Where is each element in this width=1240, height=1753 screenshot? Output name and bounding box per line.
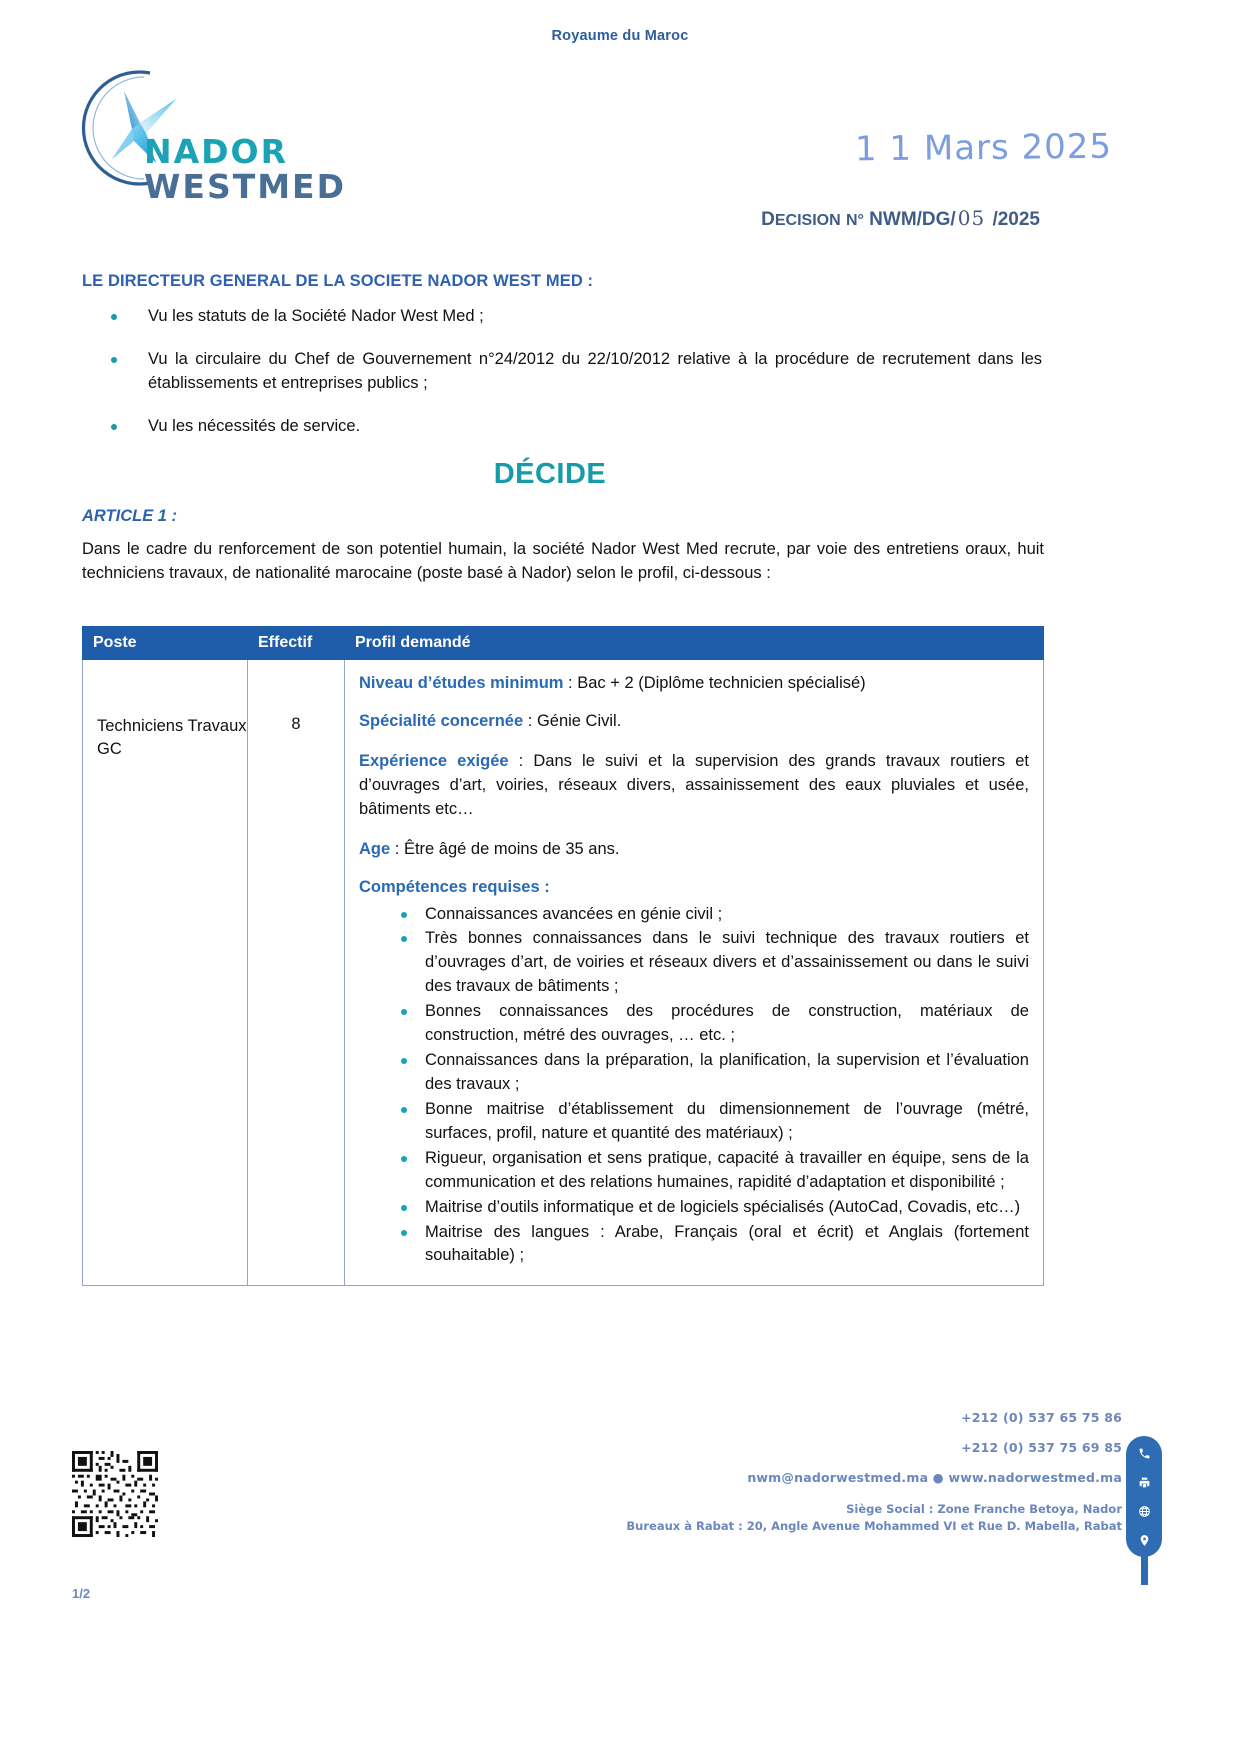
profile-table: [82, 626, 1044, 1286]
logo-text-nador: NADOR: [144, 132, 289, 171]
field-value: Génie Civil.: [536, 711, 622, 730]
footer-accent-bar: [1141, 1551, 1148, 1585]
footer-address-2: Bureaux à Rabat : 20, Angle Avenue Mohammed VI et Rue D. Mabella, Rabat: [626, 1518, 1122, 1533]
company-logo: [72, 55, 372, 206]
globe-icon: [1134, 1501, 1154, 1521]
decision-year: /2025: [992, 209, 1040, 230]
list-item: Bonne maitrise d’établissement du dimensionnement de l’ouvrage (métré, surfaces, profil, nature et quantité des matériaux) ;: [397, 1098, 1029, 1146]
phone-icon: [1134, 1443, 1154, 1463]
list-item: Vu les statuts de la Société Nador West Med ;: [82, 305, 1042, 329]
footer-icon-strip: [1126, 1436, 1162, 1557]
kingdom-header: Royaume du Maroc: [551, 28, 689, 44]
table-header-row: [83, 627, 1044, 660]
footer-email[interactable]: nwm@nadorwestmed.ma: [747, 1469, 929, 1485]
fax-icon: [1134, 1472, 1154, 1492]
field-separator: :: [390, 839, 404, 858]
cell-profil: [345, 660, 1044, 1286]
list-item: Maitrise d’outils informatique et de logiciels spécialisés (AutoCad, Covadis, etc…): [397, 1196, 1029, 1220]
footer-contacts: [626, 1411, 1122, 1535]
footer-web-line: [626, 1471, 1122, 1485]
location-pin-icon: [1134, 1530, 1154, 1550]
decision-number-line: [0, 206, 1040, 231]
decision-ref: NWM/DG/: [869, 209, 956, 230]
column-header-effectif: Effectif: [248, 627, 345, 660]
footer-phone-1: +212 (0) 537 65 75 86: [961, 1410, 1122, 1426]
list-item: Vu la circulaire du Chef de Gouvernement n°24/2012 du 22/10/2012 relative à la procédure de recrutement dans les établissements et entreprises publics ;: [82, 348, 1042, 396]
decision-n-label: N°: [845, 212, 864, 229]
list-item: Bonnes connaissances des procédures de construction, matériaux de construction, métré des ouvrages, … etc. ;: [397, 1000, 1029, 1048]
field-niveau-etudes: [359, 672, 1029, 696]
decision-prefix-rest: ECISION: [774, 212, 841, 229]
article-title: ARTICLE 1 :: [82, 507, 178, 525]
article-paragraph: Dans le cadre du renforcement de son potentiel humain, la société Nador West Med recrute, par voie des entretiens oraux, huit techniciens travaux, de nationalité marocaine (poste basé à Nador) selon le profil, ci-dessous :: [82, 540, 1044, 583]
decision-prefix-d: D: [761, 209, 775, 230]
list-item: Connaissances avancées en génie civil ;: [397, 903, 1029, 927]
list-item: Vu les nécessités de service.: [82, 415, 1042, 439]
competences-heading: Compétences requises :: [359, 877, 550, 896]
field-value: Dans le suivi et la supervision des grands travaux routiers et d’ouvrages d’art, voiries, réseaux divers, assainissement des eaux pluviales et usée, bâtiments etc…: [359, 751, 1029, 818]
footer-phone-2: +212 (0) 537 75 69 85: [961, 1440, 1122, 1455]
field-label: Expérience exigée: [359, 751, 509, 770]
table-row: [83, 660, 1044, 1286]
field-value: Bac + 2 (Diplôme technicien spécialisé): [577, 674, 866, 692]
field-specialite: [359, 710, 1029, 734]
field-label: Niveau d’études minimum: [359, 674, 564, 692]
field-separator: :: [508, 751, 534, 770]
cell-effectif: 8: [248, 660, 345, 1286]
column-header-profil: Profil demandé: [345, 627, 1044, 660]
logo-text-westmed: WESTMED: [144, 167, 346, 206]
column-header-poste: Poste: [83, 627, 248, 660]
footer-separator: ●: [932, 1469, 944, 1485]
field-experience: [359, 750, 1029, 822]
decision-handwritten-number: 05: [957, 206, 986, 230]
field-label: Age: [359, 839, 391, 858]
page-number: 1/2: [72, 1586, 91, 1601]
list-item: Maitrise des langues : Arabe, Français (oral et écrit) et Anglais (fortement souhaitable) ;: [397, 1221, 1029, 1269]
decide-heading: DÉCIDE: [493, 458, 607, 490]
cell-poste: Techniciens Travaux GC: [83, 660, 248, 1286]
director-general-title: LE DIRECTEUR GENERAL DE LA SOCIETE NADOR WEST MED :: [82, 272, 594, 290]
qr-code: [72, 1451, 158, 1537]
competences-list: [359, 903, 1029, 1269]
footer-address-1: Siège Social : Zone Franche Betoya, Nador: [846, 1501, 1122, 1516]
list-item: Connaissances dans la préparation, la planification, la supervision et l’évaluation des travaux ;: [397, 1049, 1029, 1097]
footer-website[interactable]: www.nadorwestmed.ma: [948, 1469, 1122, 1485]
field-separator: :: [523, 711, 537, 730]
date-stamp: 1 1 Mars 2025: [854, 126, 1113, 170]
field-value: Être âgé de moins de 35 ans.: [403, 839, 620, 858]
field-separator: :: [563, 674, 578, 692]
list-item: Très bonnes connaissances dans le suivi technique des travaux routiers et d’ouvrages d’art, de voiries et réseaux divers et d’assainissement ou dans le suivi des travaux de bâtiments ;: [397, 927, 1029, 999]
preamble-list: [82, 305, 1042, 458]
field-age: [359, 838, 1029, 862]
list-item: Rigueur, organisation et sens pratique, capacité à travailler en équipe, sens de la communication et des relations humaines, rapidité d’adaptation et disponibilité ;: [397, 1147, 1029, 1195]
field-label: Spécialité concernée: [359, 711, 524, 730]
